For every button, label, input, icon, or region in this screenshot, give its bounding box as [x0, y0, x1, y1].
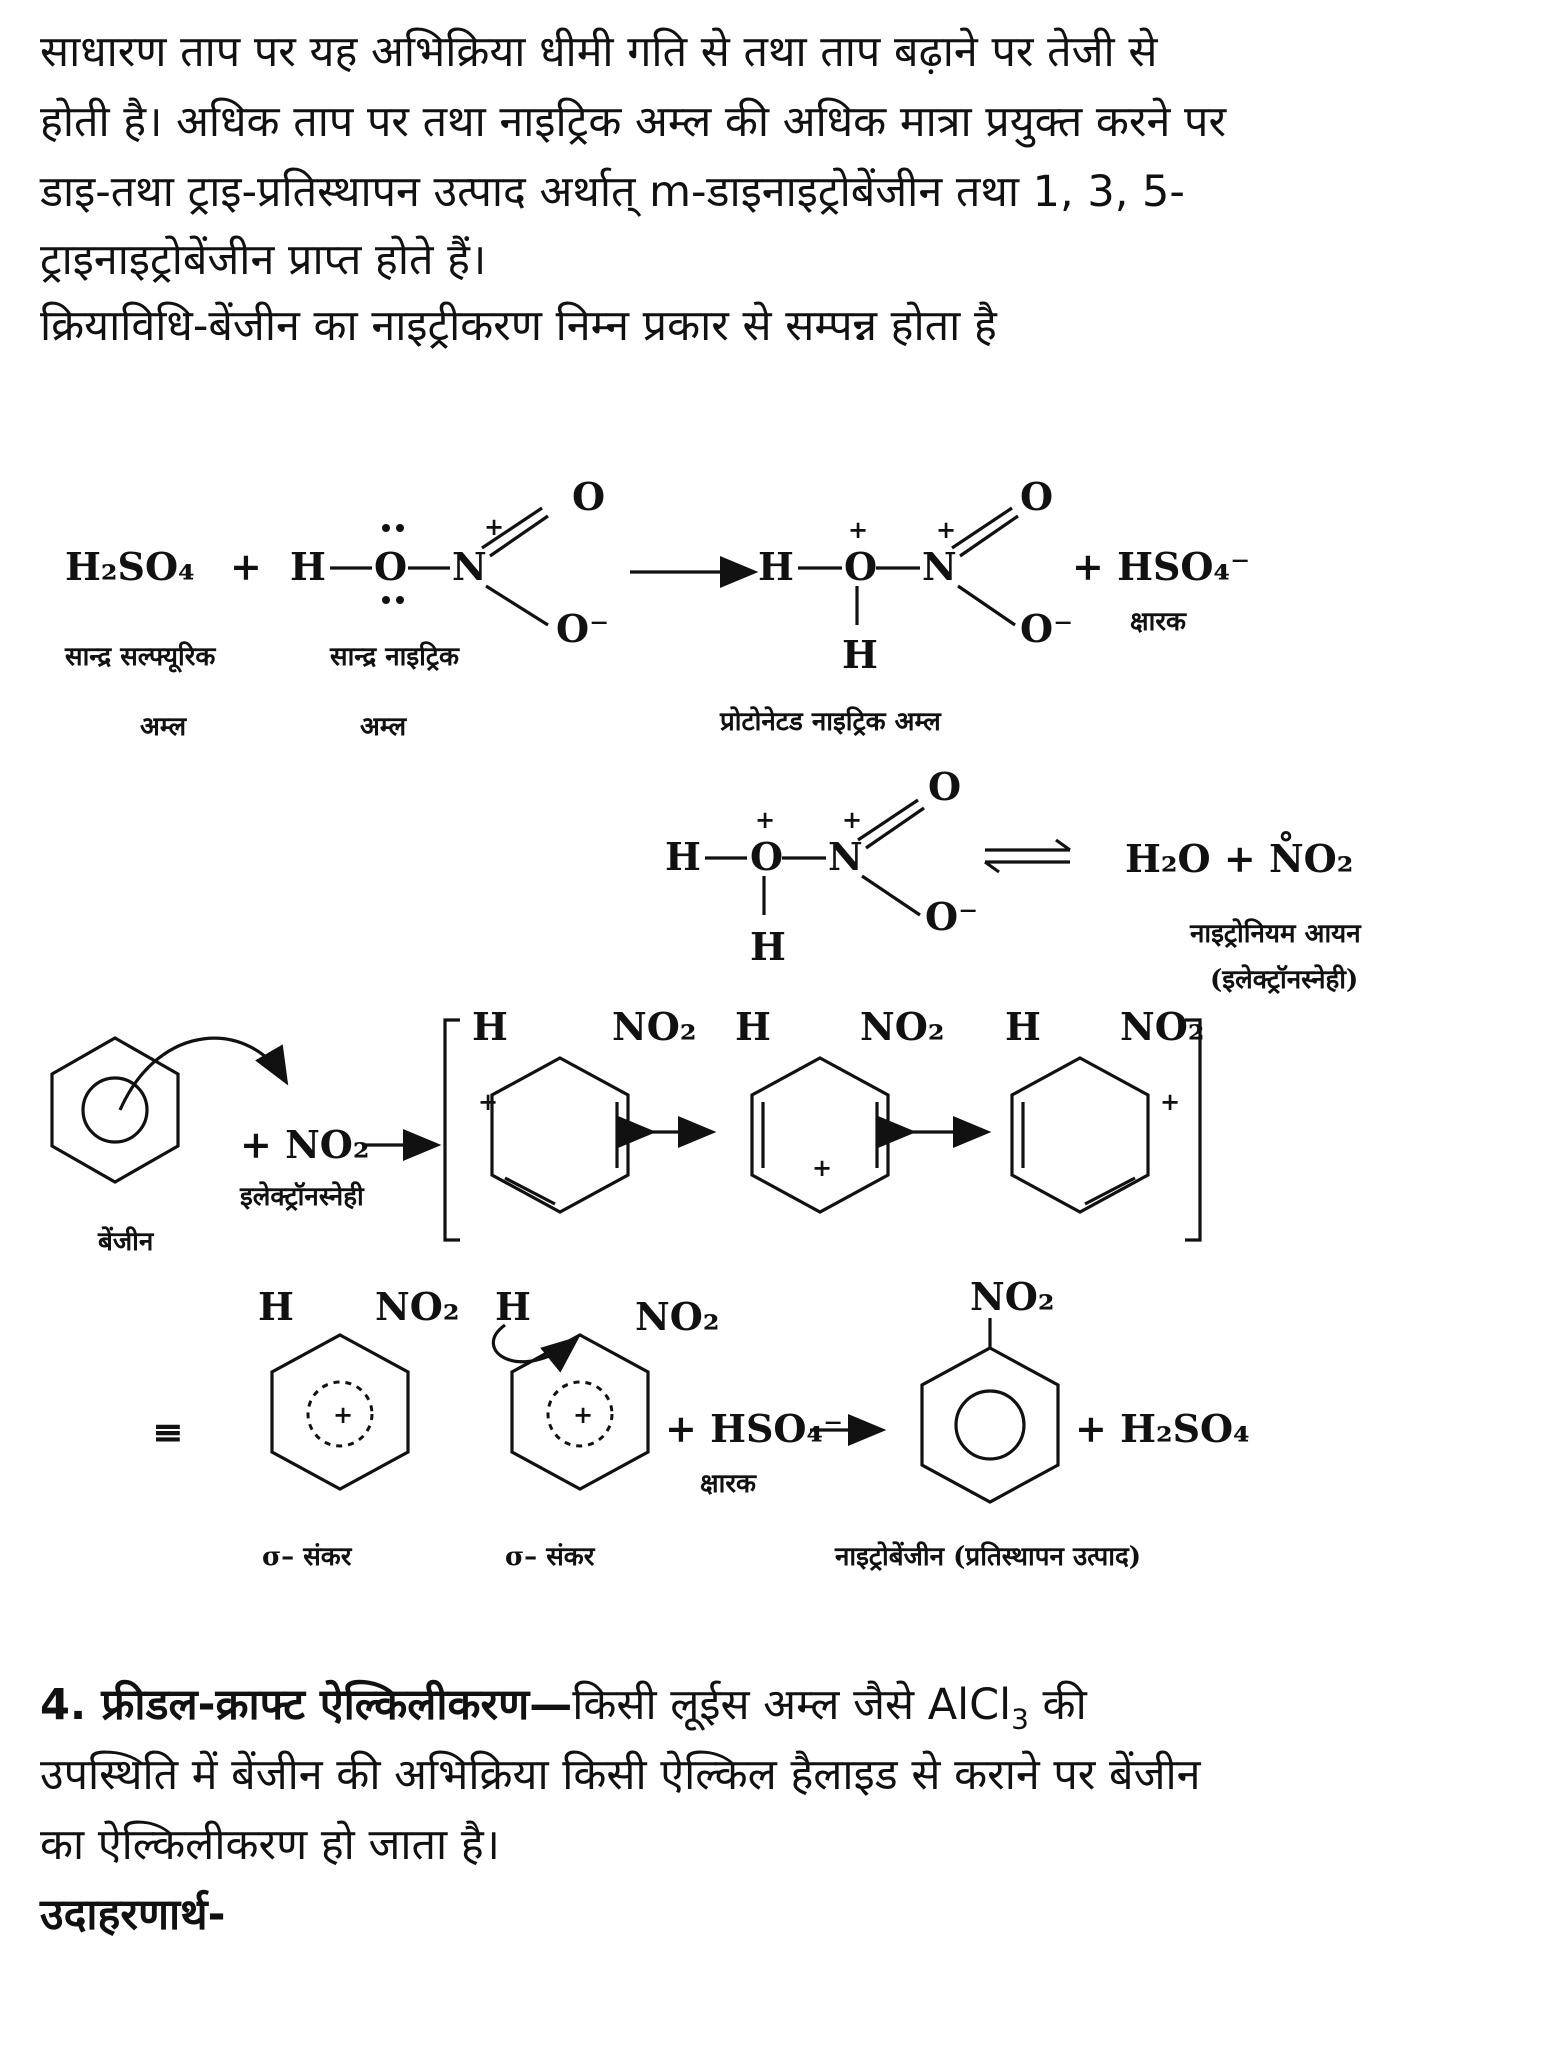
- double-bond: [1085, 1178, 1135, 1204]
- lone-pair-dot: [382, 596, 390, 604]
- label-base: क्षारक: [1130, 607, 1186, 637]
- label-electrophile: इलेक्ट्रॉनस्नेही: [240, 1182, 364, 1212]
- intro-line-4: ट्राइनाइट्रोबेंजीन प्राप्त होते हैं।: [40, 235, 487, 285]
- section4-line-2: उपस्थिति में बेंजीन की अभिक्रिया किसी ऐल्किल हैलाइड से कराने पर बेंजीन: [40, 1750, 1201, 1800]
- protonated-bottom-h: H: [842, 632, 878, 677]
- hso4-ion: + HSO₄⁻: [1072, 544, 1251, 589]
- section4-heading: 4. फ्रीडल-क्राफ्ट ऐल्किलीकरण—: [40, 1680, 573, 1730]
- hso4-base: + HSO₄⁻: [665, 1406, 844, 1451]
- lone-pair-dot: [382, 524, 390, 532]
- sigma1-no2: NO₂: [375, 1284, 460, 1329]
- charge-plus: +: [848, 515, 869, 544]
- protonated-h: H: [758, 544, 794, 589]
- protonated-oxygen: O: [1020, 474, 1054, 519]
- intro-line-2: होती है। अधिक ताप पर तथा नाइट्रिक अम्ल की अधिक मात्रा प्रयुक्त करने पर: [40, 97, 1227, 147]
- protonated-n: N: [922, 544, 957, 589]
- resonance1-no2: NO₂: [612, 1004, 697, 1049]
- intro-line-3: डाइ-तथा ट्राइ-प्रतिस्थापन उत्पाद अर्थात् m-डाइनाइट्रोबेंजीन तथा 1, 3, 5-: [40, 167, 1185, 217]
- label-acid: अम्ल: [360, 712, 407, 742]
- label-conc-sulfuric: सान्द्र सल्फ्यूरिक: [65, 642, 216, 672]
- nitrobenzene-aromatic-circle: [956, 1391, 1024, 1459]
- resonance3-ring: [1012, 1058, 1148, 1212]
- row2-bottom-h: H: [750, 924, 786, 969]
- charge-plus: +: [484, 512, 505, 541]
- resonance2-no2: NO₂: [860, 1004, 945, 1049]
- label-sigma-complex: σ– संकर: [262, 1542, 352, 1572]
- lone-pair-dot: [396, 524, 404, 532]
- intro-line-1: साधारण ताप पर यह अभिक्रिया धीमी गति से तथा ताप बढ़ाने पर तेजी से: [40, 27, 1158, 77]
- section4-text-1b: की: [1028, 1680, 1087, 1730]
- nitric-oxygen: O: [572, 474, 606, 519]
- water-nitronium: H₂O + N̊O₂: [1125, 836, 1354, 881]
- nitric-n: N: [452, 544, 487, 589]
- label-nitrobenzene: नाइट्रोबेंजीन (प्रतिस्थापन उत्पाद): [835, 1542, 1142, 1572]
- charge-plus: +: [812, 1153, 833, 1182]
- double-bond: [505, 1178, 555, 1204]
- section4-line-1: [40, 1675, 1520, 1735]
- protonated-o-minus: O⁻: [1020, 606, 1074, 651]
- nitration-mechanism-diagram: [0, 420, 1557, 1620]
- intro-line-5: क्रियाविधि-बेंजीन का नाइट्रीकरण निम्न प्रकार से सम्पन्न होता है: [40, 301, 997, 351]
- lone-pair-dot: [396, 596, 404, 604]
- row2-o: O: [750, 834, 784, 879]
- nitronium-electrophile: + NO₂: [240, 1122, 370, 1167]
- single-bond: [486, 586, 548, 625]
- resonance1-ring: [492, 1058, 628, 1212]
- row2-oxygen: O: [928, 764, 962, 809]
- section4-line-3: का ऐल्किलीकरण हो जाता है।: [40, 1820, 500, 1870]
- label-protonated-nitric: प्रोटोनेटड नाइट्रिक अम्ल: [720, 707, 941, 737]
- charge-plus: +: [573, 1400, 594, 1429]
- example-heading: उदाहरणार्थ-: [40, 1890, 226, 1940]
- charge-plus: +: [1160, 1087, 1181, 1116]
- plus-sign: +: [230, 544, 262, 589]
- benzene-aromatic-circle: [83, 1078, 147, 1142]
- sigma2-no2: NO₂: [635, 1294, 720, 1339]
- h2so4-product: + H₂SO₄: [1075, 1406, 1250, 1451]
- product-no2: NO₂: [970, 1274, 1055, 1319]
- nitric-o: O: [374, 544, 408, 589]
- alcl3-subscript: 3: [1011, 1702, 1029, 1736]
- charge-plus: +: [755, 805, 776, 834]
- row2-h: H: [665, 834, 701, 879]
- resonance2-h: H: [735, 1004, 771, 1049]
- bracket-left: [445, 1020, 460, 1240]
- sigma1-h: H: [258, 1284, 294, 1329]
- label-nitronium: नाइट्रोनियम आयन: [1190, 919, 1361, 949]
- resonance3-no2: NO₂: [1120, 1004, 1205, 1049]
- single-bond: [958, 586, 1015, 625]
- bracket-right: [1185, 1020, 1200, 1240]
- section4-paragraph: [40, 1675, 1520, 1945]
- charge-plus: +: [478, 1087, 499, 1116]
- label-acid: अम्ल: [140, 712, 187, 742]
- resonance1-h: H: [472, 1004, 508, 1049]
- sigma2-h: H: [495, 1284, 531, 1329]
- h2so4-formula: H₂SO₄: [65, 544, 195, 589]
- row2-n: N: [828, 834, 863, 879]
- label-base: क्षारक: [700, 1469, 756, 1499]
- protonated-o: O: [844, 544, 878, 589]
- section4-text-1a: किसी लूईस अम्ल जैसे AlCl: [572, 1680, 1012, 1730]
- nitrobenzene-ring: [922, 1348, 1058, 1502]
- nitric-o-minus: O⁻: [556, 606, 610, 651]
- label-sigma-complex: σ– संकर: [505, 1542, 595, 1572]
- charge-plus: +: [936, 515, 957, 544]
- label-conc-nitric: सान्द्र नाइट्रिक: [330, 642, 459, 672]
- charge-plus: +: [842, 805, 863, 834]
- nitric-h: H: [290, 544, 326, 589]
- label-electrophile-paren: (इलेक्ट्रॉनस्नेही): [1210, 965, 1359, 995]
- single-bond: [862, 876, 920, 915]
- row2-o-minus: O⁻: [925, 894, 979, 939]
- label-benzene: बेंजीन: [98, 1227, 154, 1257]
- charge-plus: +: [333, 1400, 354, 1429]
- equivalence-sign: ≡: [152, 1409, 184, 1454]
- resonance2-ring: [752, 1058, 888, 1212]
- intro-paragraph: [40, 22, 1520, 356]
- resonance3-h: H: [1005, 1004, 1041, 1049]
